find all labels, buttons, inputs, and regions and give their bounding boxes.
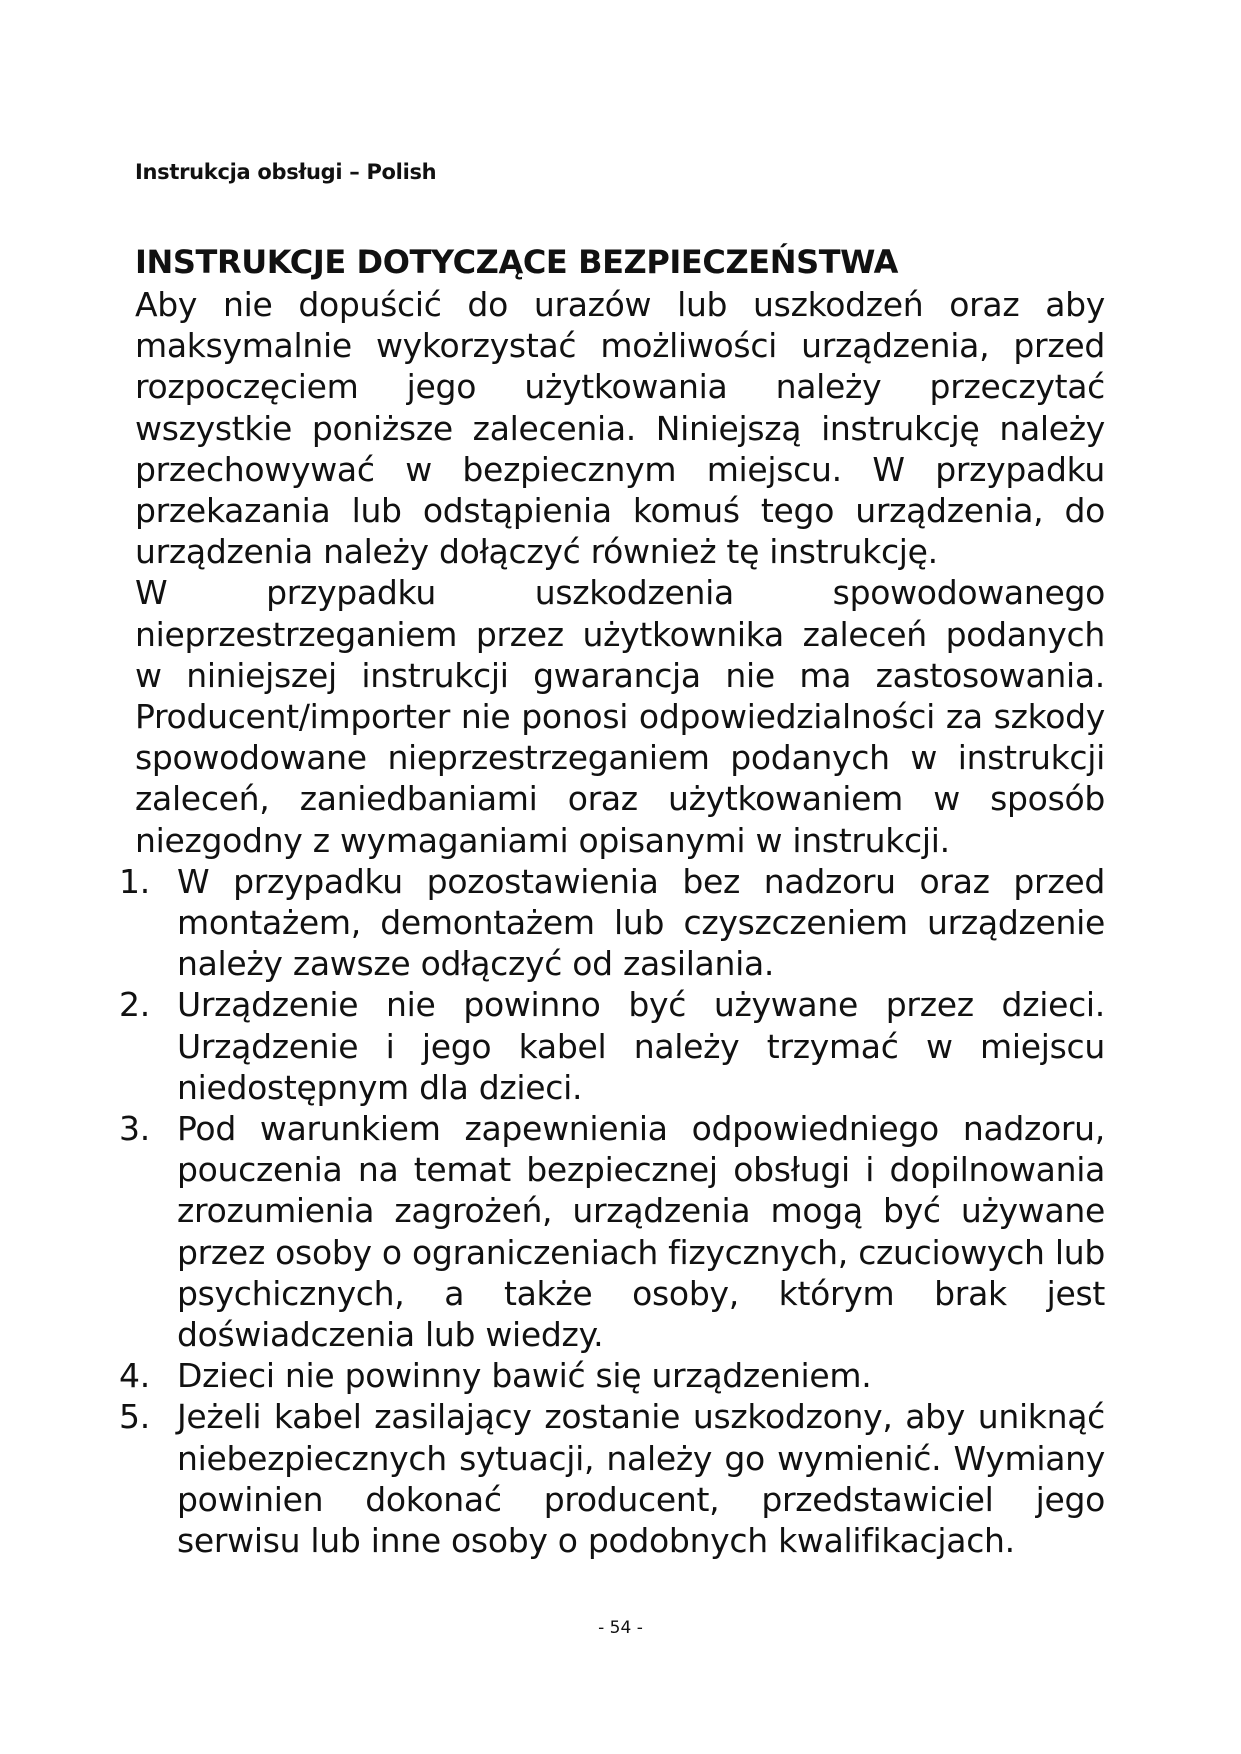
list-item [119, 984, 1105, 1108]
list-item-number: 2. [119, 985, 150, 1025]
list-item-text: Jeżeli kabel zasilający zostanie uszkodzony, aby uniknąć niebezpiecznych sytuacji, należy go wymienić. Wymiany powinien dokonać producent, przedstawiciel jego serwisu lub inne osoby o podobnych kwalifikacjach. [177, 1397, 1105, 1561]
safety-section [119, 240, 1105, 1561]
list-item-text: W przypadku pozostawienia bez nadzoru oraz przed montażem, demontażem lub czyszczeniem urządzenie należy zawsze odłączyć od zasilania. [177, 861, 1105, 984]
list-item-number: 4. [119, 1356, 150, 1396]
list-item-text: Dzieci nie powinny bawić się urządzeniem. [177, 1356, 872, 1396]
section-title: INSTRUKCJE DOTYCZĄCE BEZPIECZEŃSTWA [135, 243, 899, 281]
list-item-text: Urządzenie nie powinno być używane przez dzieci. Urządzenie i jego kabel należy trzymać w miejscu niedostępnym dla dzieci. [177, 985, 1105, 1107]
list-item [119, 1396, 1105, 1561]
list-item [119, 1108, 1105, 1355]
intro-paragraph: Aby nie dopuścić do urazów lub uszkodzeń oraz aby maksymalnie wykorzystać możliwości urządzenia, przed rozpoczęciem jego użytkowania należy przeczytać wszystkie poniższe zalecenia. Niniejszą instrukcję należy przechowywać w bezpiecznym miejscu. W przypadku przekazania lub odstąpienia komuś tego urządzenia, do urządzenia należy dołączyć również tę instrukcję. [135, 285, 1105, 572]
list-item-number: 3. [119, 1109, 150, 1149]
running-header: Instrukcja obsługi – Polish [135, 160, 437, 184]
list-item [119, 861, 1105, 985]
warranty-paragraph: W przypadku uszkodzenia spowodowanego nieprzestrzeganiem przez użytkownika zaleceń podanych w niniejszej instrukcji gwarancja nie ma zastosowania. Producent/importer nie ponosi odpowiedzialności za szkody spowodowane nieprzestrzeganiem podanych w instrukcji zaleceń, zaniedbaniami oraz użytkowaniem w sposób niezgodny z wymaganiami opisanymi w instrukcji. [135, 573, 1105, 860]
list-item-number: 1. [119, 861, 150, 901]
safety-list [119, 861, 1105, 1561]
list-item [119, 1355, 1105, 1396]
page-number: - 54 - [598, 1618, 643, 1638]
list-item-text: Pod warunkiem zapewnienia odpowiedniego nadzoru, pouczenia na temat bezpiecznej obsługi i dopilnowania zrozumienia zagrożeń, urządzenia mogą być używane przez osoby o ograniczeniach fizycznych, czuciowych lub psychicznych, a także osoby, którym brak jest doświadczenia lub wiedzy. [177, 1109, 1105, 1355]
list-item-number: 5. [119, 1397, 150, 1437]
